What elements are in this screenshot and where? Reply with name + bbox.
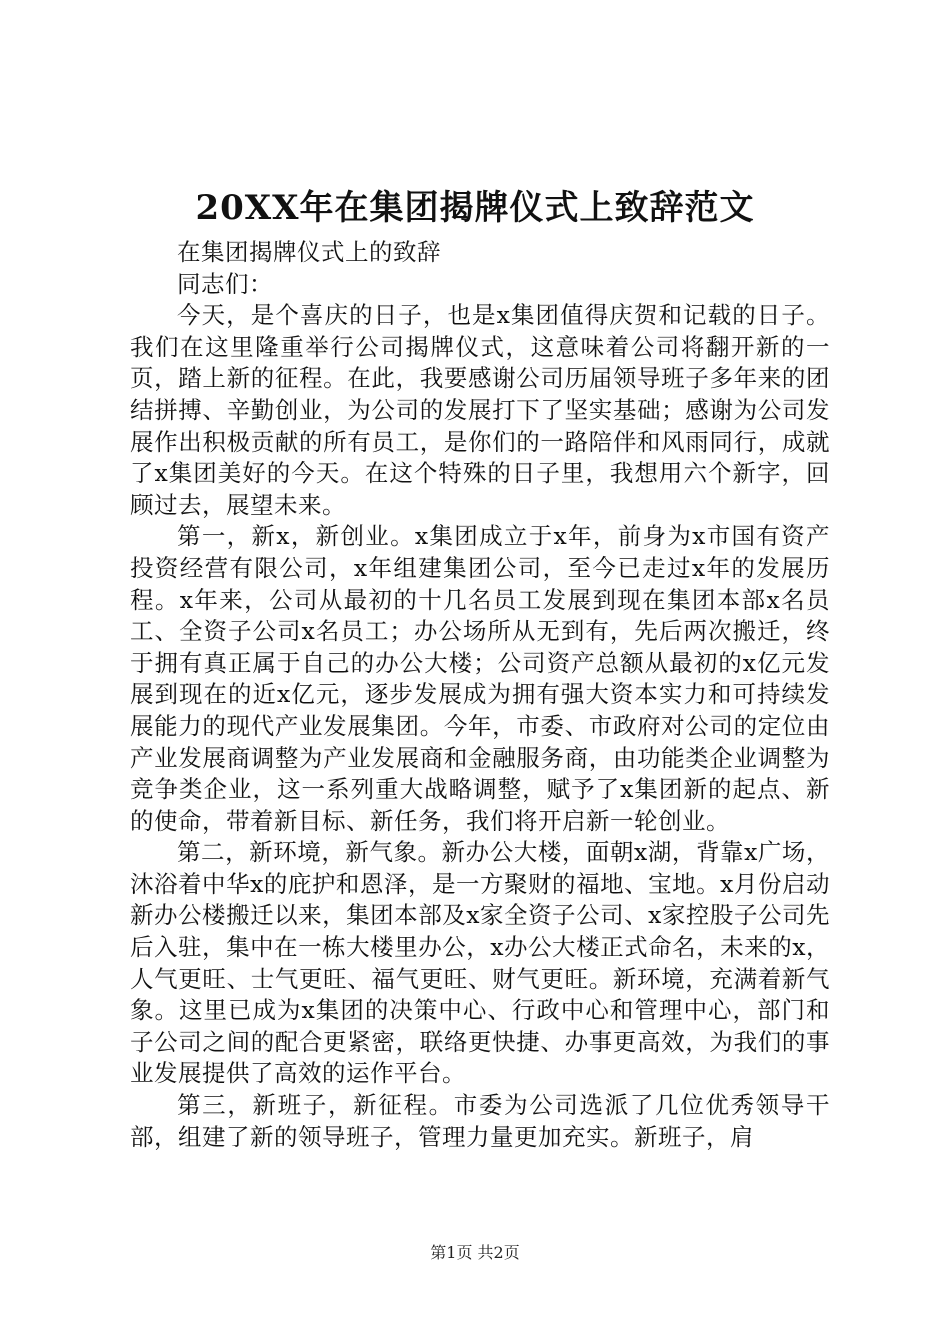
page-footer: 第1页 共2页 xyxy=(430,1243,520,1262)
body-paragraph: 今天，是个喜庆的日子，也是x集团值得庆贺和记载的日子。我们在这里隆重举行公司揭牌仪式，这意味着公司将翻开新的一页，踏上新的征程。在此，我要感谢公司历届领导班子多年来的团结拼搏、辛勤创业，为公司的发展打下了坚实基础；感谢为公司发展作出积极贡献的所有员工，是你们的一路陪伴和风雨同行，成就了x集团美好的今天。在这个特殊的日子里，我想用六个新字，回顾过去，展望未来。 xyxy=(130,301,830,519)
body-paragraph: 第一，新x，新创业。x集团成立于x年，前身为x市国有资产投资经营有限公司，x年组建集团公司，至今已走过x年的发展历程。x年来，公司从最初的十几名员工发展到现在集团本部x名员工、全资子公司x名员工；办公场所从无到有，先后两次搬迁，终于拥有真正属于自己的办公大楼；公司资产总额从最初的x亿元发展到现在的近x亿元，逐步发展成为拥有强大资本实力和可持续发展能力的现代产业发展集团。今年，市委、市政府对公司的定位由产业发展商调整为产业发展商和金融服务商，由功能类企业调整为竞争类企业，这一系列重大战略调整，赋予了x集团新的起点、新的使命，带着新目标、新任务，我们将开启新一轮创业。 xyxy=(130,522,830,835)
document-title: 20XX年在集团揭牌仪式上致辞范文 xyxy=(195,188,755,228)
document-body xyxy=(130,237,830,1153)
salutation-paragraph: 同志们： xyxy=(177,269,273,298)
subtitle-paragraph: 在集团揭牌仪式上的致辞 xyxy=(177,238,441,266)
body-paragraph: 第三，新班子，新征程。市委为公司选派了几位优秀领导干部，组建了新的领导班子，管理力量更加充实。新班子，肩 xyxy=(130,1091,830,1151)
body-paragraph: 第二，新环境，新气象。新办公大楼，面朝x湖，背靠x广场，沐浴着中华x的庇护和恩泽，是一方聚财的福地、宝地。x月份启动新办公楼搬迁以来，集团本部及x家全资子公司、x家控股子公司先后入驻，集中在一栋大楼里办公，x办公大楼正式命名，未来的x，人气更旺、士气更旺、福气更旺、财气更旺。新环境，充满着新气象。这里已成为x集团的决策中心、行政中心和管理中心，部门和子公司之间的配合更紧密，联络更快捷、办事更高效，为我们的事业发展提供了高效的运作平台。 xyxy=(130,838,830,1088)
